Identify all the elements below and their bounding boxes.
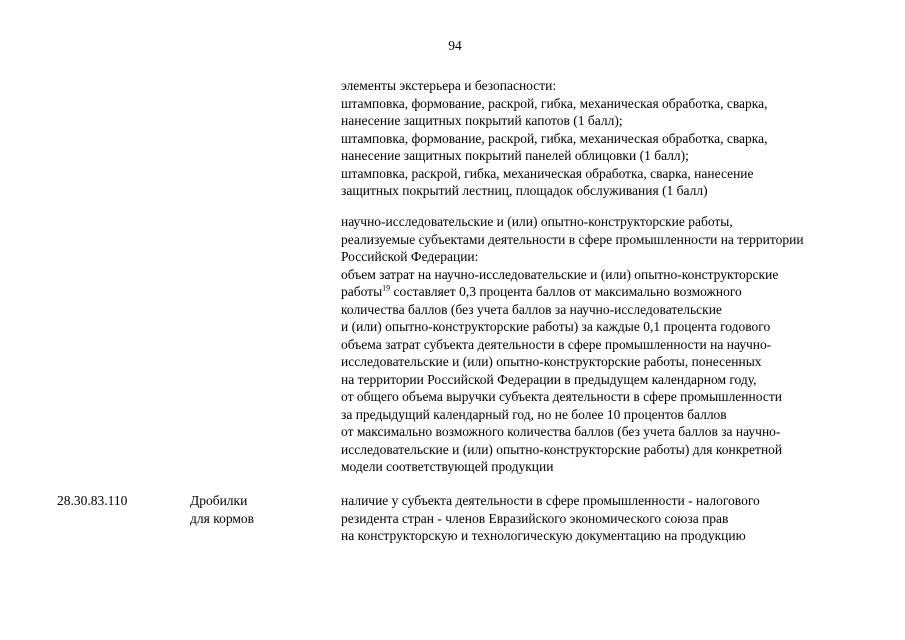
product-name-line: Дробилки bbox=[190, 493, 248, 508]
text-line: штамповка, раскрой, гибка, механическая обработка, сварка, нанесение bbox=[341, 165, 754, 181]
text-line: объем затрат на научно-исследовательские и (или) опытно-конструкторские bbox=[341, 266, 779, 282]
text-line: от максимально возможного количества баллов (без учета баллов за научно- bbox=[341, 424, 781, 439]
text-line: объема затрат субъекта деятельности в сфере промышленности на научно- bbox=[341, 336, 772, 352]
requirements-block-rnd bbox=[341, 213, 881, 476]
page-number: 94 bbox=[448, 38, 462, 53]
text-line: резидента стран - членов Евразийского экономического союза прав bbox=[341, 510, 729, 526]
text-line: элементы экстерьера и безопасности: bbox=[341, 78, 557, 93]
text-line-with-footnote bbox=[341, 283, 881, 301]
product-name bbox=[190, 492, 254, 527]
text-line: защитных покрытий лестниц, площадок обслуживания (1 балл) bbox=[341, 183, 708, 198]
text-line: штамповка, формование, раскрой, гибка, механическая обработка, сварка, bbox=[341, 130, 768, 146]
text-line: реализуемые субъектами деятельности в сфере промышленности на территории bbox=[341, 231, 804, 247]
text-line: научно-исследовательские и (или) опытно-конструкторские работы, bbox=[341, 214, 733, 229]
product-name-line: для кормов bbox=[190, 510, 255, 526]
text-fragment: составляет 0,3 процента баллов от максимально возможного bbox=[390, 284, 742, 299]
text-line: от общего объема выручки субъекта деятельности в сфере промышленности bbox=[341, 389, 782, 404]
text-line: исследовательские и (или) опытно-конструкторские работы, понесенных bbox=[341, 354, 762, 369]
text-line: модели соответствующей продукции bbox=[341, 459, 554, 474]
text-line: на конструкторскую и технологическую документацию на продукцию bbox=[341, 528, 746, 543]
text-line: исследовательские и (или) опытно-конструкторские работы) для конкретной bbox=[341, 441, 783, 457]
text-line: нанесение защитных покрытий капотов (1 балл); bbox=[341, 113, 623, 128]
text-line: нанесение защитных покрытий панелей облицовки (1 балл); bbox=[341, 148, 689, 163]
requirements-block-exterior bbox=[341, 77, 881, 200]
text-line: Российской Федерации: bbox=[341, 249, 479, 264]
text-line: наличие у субъекта деятельности в сфере промышленности - налогового bbox=[341, 493, 760, 508]
text-fragment: работы bbox=[341, 284, 383, 299]
requirements-block-documentation bbox=[341, 492, 881, 545]
text-line: штамповка, формование, раскрой, гибка, механическая обработка, сварка, bbox=[341, 95, 768, 111]
text-line: на территории Российской Федерации в предыдущем календарном году, bbox=[341, 371, 757, 387]
product-code: 28.30.83.110 bbox=[57, 493, 128, 508]
text-line: за предыдущий календарный год, но не более 10 процентов баллов bbox=[341, 406, 727, 422]
footnote-marker: 19 bbox=[382, 283, 391, 293]
text-line: количества баллов (без учета баллов за научно-исследовательские bbox=[341, 301, 722, 317]
text-line: и (или) опытно-конструкторские работы) за каждые 0,1 процента годового bbox=[341, 319, 771, 334]
